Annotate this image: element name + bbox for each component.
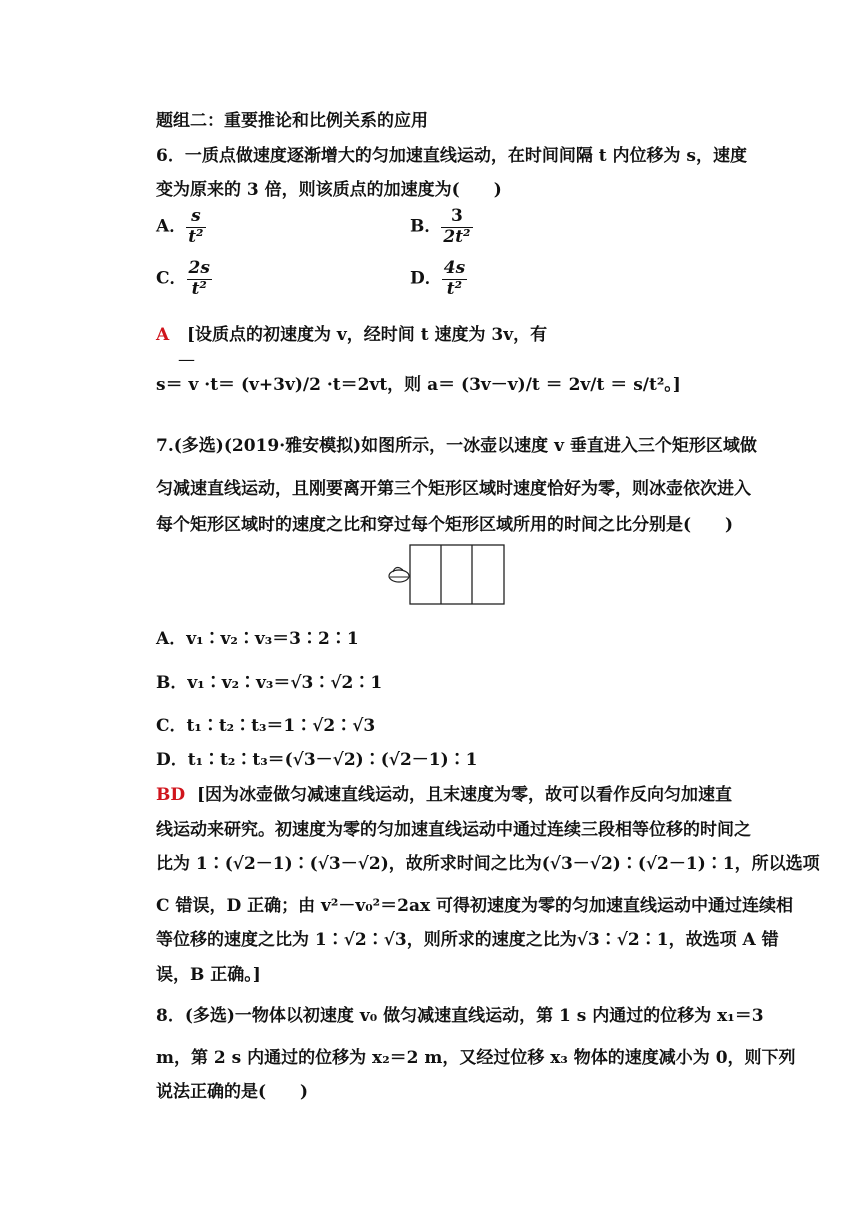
- q6-option-b: [410, 207, 473, 247]
- q7-explanation-line2: 线运动来研究。初速度为零的匀加速直线运动中通过连续三段相等位移的时间之: [156, 820, 751, 840]
- q6-option-a: [156, 207, 206, 247]
- q8-stem-line2: m，第 2 s 内通过的位移为 x₂＝2 m，又经过位移 x₃ 物体的速度减小为 0，则下列: [156, 1048, 796, 1068]
- q6-stem-line2: 变为原来的 3 倍，则该质点的加速度为( ): [156, 180, 502, 200]
- q7-stem-line3: 每个矩形区域时的速度之比和穿过每个矩形区域所用的时间之比分别是( ): [156, 515, 734, 535]
- fraction-numerator: 4s: [443, 258, 466, 278]
- q7-stem-line2: 匀减速直线运动，且刚要离开第三个矩形区域时速度恰好为零，则冰壶依次进入: [156, 479, 751, 499]
- q7-answer: BD: [156, 785, 186, 805]
- q6-stem-line1: 6．一质点做速度逐渐增大的匀加速直线运动，在时间间隔 t 内位移为 s，速度: [156, 146, 748, 166]
- curling-diagram: [384, 544, 506, 606]
- option-label: A．: [156, 216, 187, 237]
- q6-option-d: [410, 259, 467, 299]
- q8-stem-line3: 说法正确的是( ): [156, 1082, 309, 1102]
- q6-explanation-line1: [156, 320, 547, 345]
- q6-explanation-line2: s＝ v ·t＝ (v+3v)/2 ·t＝2vt，则 a＝ (3v－v)/t ＝ 2v/t ＝ s/t²。]: [156, 375, 681, 395]
- q7-explain-text: [因为冰壶做匀减速直线运动，且末速度为零，故可以看作反向匀加速直: [196, 785, 733, 805]
- fraction-denominator: t²: [191, 278, 207, 299]
- section-heading: 题组二：重要推论和比例关系的应用: [156, 111, 428, 131]
- option-label: C．: [156, 268, 187, 289]
- q6-answer: A: [156, 325, 170, 345]
- fraction-denominator: t²: [446, 278, 463, 299]
- option-label: D．: [410, 268, 442, 289]
- q6-explain-text: [设质点的初速度为 v，经时间 t 速度为 3v，有: [186, 325, 548, 345]
- curling-stone-icon: [389, 568, 409, 583]
- q7-option-c: C．t₁∶t₂∶t₃＝1∶√2∶√3: [156, 716, 376, 736]
- fraction-numerator: 3: [441, 207, 472, 228]
- option-label: B．: [410, 216, 442, 237]
- q8-stem-line1: 8．(多选)一物体以初速度 v₀ 做匀减速直线运动，第 1 s 内通过的位移为 x₁＝3: [156, 1006, 764, 1026]
- q7-explanation-line4: C 错误，D 正确；由 v²－v₀²＝2ax 可得初速度为零的匀加速直线运动中通过连续相: [156, 896, 794, 916]
- q7-explanation-line6: 误，B 正确。]: [156, 965, 261, 985]
- q7-explanation-line3: 比为 1∶(√2－1)∶(√3－√2)，故所求时间之比为(√3－√2)∶(√2－1)∶1，所以选项: [156, 854, 820, 874]
- q7-option-a: A．v₁∶v₂∶v₃＝3∶2∶1: [156, 629, 359, 649]
- q7-explanation-line5: 等位移的速度之比为 1∶√2∶√3，则所求的速度之比为√3∶√2∶1，故选项 A 错: [156, 930, 779, 950]
- fraction-numerator: 2s: [188, 258, 210, 278]
- q7-option-d: D．t₁∶t₂∶t₃＝(√3－√2)∶(√2－1)∶1: [156, 750, 478, 770]
- q7-explanation-line1: [156, 780, 732, 805]
- q7-stem-line1: 7.(多选)(2019·雅安模拟)如图所示，一冰壶以速度 v 垂直进入三个矩形区域做: [156, 436, 757, 456]
- q7-option-b: B．v₁∶v₂∶v₃＝√3∶√2∶1: [156, 673, 383, 693]
- q6-option-c: [156, 259, 212, 299]
- fraction-numerator: s: [186, 207, 205, 228]
- fraction-denominator: t²: [188, 226, 204, 247]
- vbar-mark: —: [178, 350, 195, 370]
- fraction-denominator: 2t²: [443, 226, 471, 247]
- rect-regions: [410, 545, 504, 604]
